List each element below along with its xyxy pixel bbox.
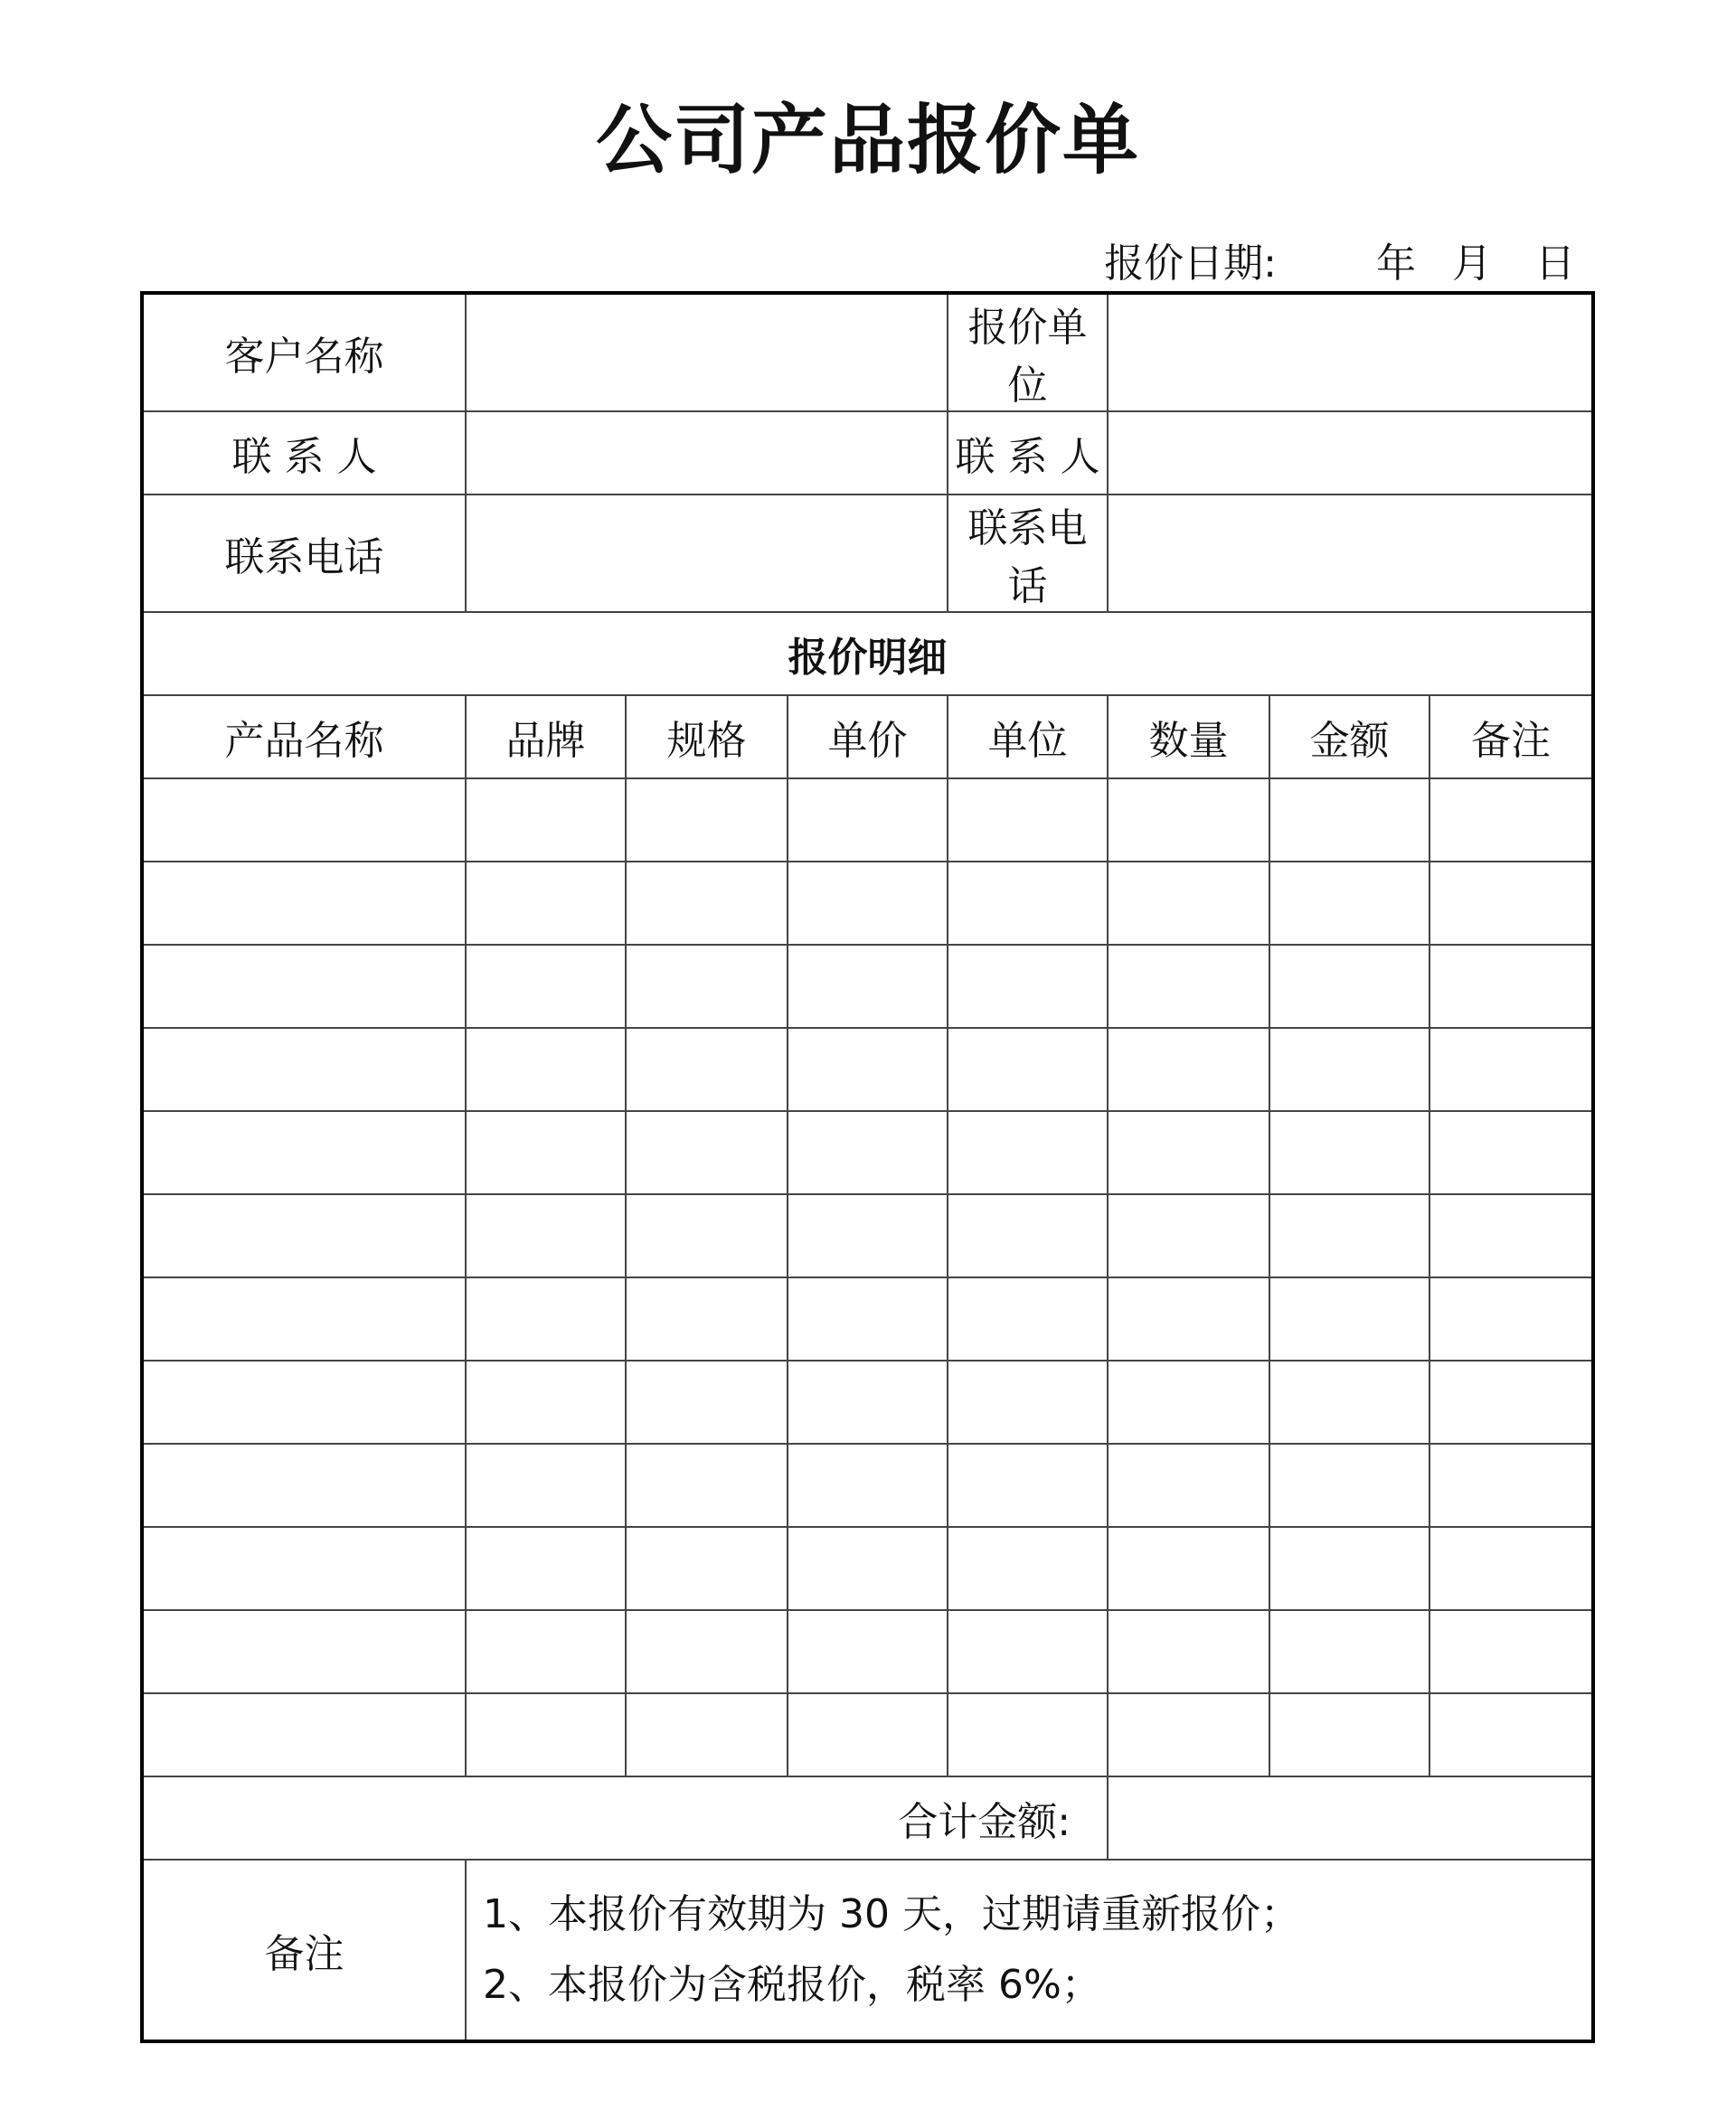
cell-quantity[interactable] — [1108, 1610, 1269, 1693]
cell-note[interactable] — [1429, 1361, 1593, 1444]
col-quantity: 数量 — [1108, 695, 1269, 778]
cell-brand[interactable] — [466, 1111, 626, 1194]
data-rows — [142, 778, 1593, 1776]
cell-unit[interactable] — [948, 1194, 1108, 1277]
cell-unit-price[interactable] — [788, 778, 948, 862]
contact-field-right[interactable] — [1108, 411, 1593, 495]
cell-spec[interactable] — [626, 1444, 788, 1527]
cell-product-name[interactable] — [142, 1610, 466, 1693]
total-row — [142, 1776, 1593, 1860]
info-row-contact — [142, 411, 1593, 495]
cell-brand[interactable] — [466, 1194, 626, 1277]
cell-amount[interactable] — [1269, 1194, 1429, 1277]
cell-unit-price[interactable] — [788, 1693, 948, 1776]
cell-product-name[interactable] — [142, 1194, 466, 1277]
cell-brand[interactable] — [466, 1610, 626, 1693]
cell-note[interactable] — [1429, 1194, 1593, 1277]
cell-quantity[interactable] — [1108, 862, 1269, 945]
cell-amount[interactable] — [1269, 862, 1429, 945]
col-product-name: 产品名称 — [142, 695, 466, 778]
cell-note[interactable] — [1429, 1028, 1593, 1111]
cell-unit-price[interactable] — [788, 1111, 948, 1194]
cell-product-name[interactable] — [142, 1361, 466, 1444]
remarks-content — [466, 1860, 1593, 2041]
page-title: 公司产品报价单 — [595, 96, 1140, 184]
cell-unit-price[interactable] — [788, 1361, 948, 1444]
cell-note[interactable] — [1429, 1277, 1593, 1361]
cell-product-name[interactable] — [142, 1444, 466, 1527]
table-row — [142, 1693, 1593, 1776]
cell-amount[interactable] — [1269, 1444, 1429, 1527]
cell-unit-price[interactable] — [788, 1610, 948, 1693]
table-row — [142, 1610, 1593, 1693]
phone-field-left[interactable] — [466, 495, 948, 612]
cell-amount[interactable] — [1269, 1610, 1429, 1693]
table-row — [142, 945, 1593, 1028]
cell-product-name[interactable] — [142, 778, 466, 862]
cell-brand[interactable] — [466, 1028, 626, 1111]
cell-spec[interactable] — [626, 945, 788, 1028]
date-month: 月 — [1452, 240, 1492, 287]
cell-note[interactable] — [1429, 1111, 1593, 1194]
cell-quantity[interactable] — [1108, 1194, 1269, 1277]
table-row — [142, 1111, 1593, 1194]
phone-label-right: 联系电话 — [948, 495, 1108, 612]
cell-product-name[interactable] — [142, 1277, 466, 1361]
info-row-customer — [142, 293, 1593, 411]
cell-amount[interactable] — [1269, 1527, 1429, 1610]
quote-date — [1104, 231, 1575, 288]
cell-brand[interactable] — [466, 862, 626, 945]
cell-brand[interactable] — [466, 1361, 626, 1444]
cell-spec[interactable] — [626, 1028, 788, 1111]
cell-unit[interactable] — [948, 862, 1108, 945]
cell-spec[interactable] — [626, 1361, 788, 1444]
cell-product-name[interactable] — [142, 1111, 466, 1194]
cell-note[interactable] — [1429, 862, 1593, 945]
cell-unit[interactable] — [948, 1527, 1108, 1610]
column-header-row — [142, 695, 1593, 778]
cell-unit[interactable] — [948, 1028, 1108, 1111]
table-row — [142, 1194, 1593, 1277]
contact-label-right: 联 系 人 — [948, 411, 1108, 495]
cell-brand[interactable] — [466, 1277, 626, 1361]
col-amount: 金额 — [1269, 695, 1429, 778]
cell-unit[interactable] — [948, 1361, 1108, 1444]
cell-quantity[interactable] — [1108, 1277, 1269, 1361]
remark-line-1: 1、本报价有效期为 30 天，过期请重新报价； — [483, 1891, 1300, 1937]
table-row — [142, 1277, 1593, 1361]
cell-amount[interactable] — [1269, 1693, 1429, 1776]
cell-brand[interactable] — [466, 1527, 626, 1610]
cell-product-name[interactable] — [142, 862, 466, 945]
cell-amount[interactable] — [1269, 1111, 1429, 1194]
cell-note[interactable] — [1429, 1610, 1593, 1693]
info-row-phone — [142, 495, 1593, 612]
phone-label-left: 联系电话 — [142, 495, 466, 612]
cell-brand[interactable] — [466, 778, 626, 862]
cell-amount[interactable] — [1269, 1361, 1429, 1444]
quoting-unit-label: 报价单位 — [948, 293, 1108, 411]
cell-quantity[interactable] — [1108, 1693, 1269, 1776]
cell-amount[interactable] — [1269, 1277, 1429, 1361]
customer-name-label: 客户名称 — [142, 293, 466, 411]
contact-label-left: 联 系 人 — [142, 411, 466, 495]
cell-quantity[interactable] — [1108, 1361, 1269, 1444]
cell-spec[interactable] — [626, 862, 788, 945]
cell-unit-price[interactable] — [788, 1277, 948, 1361]
cell-spec[interactable] — [626, 1610, 788, 1693]
section-header-row — [142, 612, 1593, 695]
cell-product-name[interactable] — [142, 945, 466, 1028]
cell-quantity[interactable] — [1108, 945, 1269, 1028]
cell-quantity[interactable] — [1108, 1028, 1269, 1111]
cell-unit[interactable] — [948, 1610, 1108, 1693]
cell-note[interactable] — [1429, 1693, 1593, 1776]
table-row — [142, 1361, 1593, 1444]
cell-spec[interactable] — [626, 1111, 788, 1194]
cell-unit[interactable] — [948, 1277, 1108, 1361]
phone-field-right[interactable] — [1108, 495, 1593, 612]
total-label: 合计金额: — [142, 1776, 1108, 1860]
cell-unit[interactable] — [948, 1444, 1108, 1527]
cell-brand[interactable] — [466, 1693, 626, 1776]
cell-quantity[interactable] — [1108, 1111, 1269, 1194]
cell-note[interactable] — [1429, 1444, 1593, 1527]
quoting-unit-field[interactable] — [1108, 293, 1593, 411]
col-brand: 品牌 — [466, 695, 626, 778]
cell-unit-price[interactable] — [788, 1444, 948, 1527]
cell-unit[interactable] — [948, 1111, 1108, 1194]
cell-spec[interactable] — [626, 1527, 788, 1610]
col-note: 备注 — [1429, 695, 1593, 778]
cell-product-name[interactable] — [142, 1028, 466, 1111]
cell-spec[interactable] — [626, 778, 788, 862]
cell-quantity[interactable] — [1108, 778, 1269, 862]
total-field[interactable] — [1108, 1776, 1593, 1860]
remark-line-2: 2、本报价为含税报价，税率 6%； — [483, 1962, 1101, 2008]
section-title: 报价明细 — [142, 612, 1593, 695]
table-row — [142, 862, 1593, 945]
cell-unit-price[interactable] — [788, 862, 948, 945]
cell-unit-price[interactable] — [788, 1194, 948, 1277]
date-day: 日 — [1535, 240, 1575, 287]
remarks-label: 备注 — [142, 1860, 466, 2041]
cell-brand[interactable] — [466, 1444, 626, 1527]
cell-unit[interactable] — [948, 1693, 1108, 1776]
date-label: 报价日期: — [1104, 240, 1277, 287]
cell-note[interactable] — [1429, 1527, 1593, 1610]
cell-amount[interactable] — [1269, 778, 1429, 862]
cell-unit[interactable] — [948, 778, 1108, 862]
table-row — [142, 1028, 1593, 1111]
contact-field-left[interactable] — [466, 411, 948, 495]
cell-brand[interactable] — [466, 945, 626, 1028]
table-row — [142, 1527, 1593, 1610]
cell-note[interactable] — [1429, 778, 1593, 862]
cell-spec[interactable] — [626, 1277, 788, 1361]
customer-name-field[interactable] — [466, 293, 948, 411]
cell-unit-price[interactable] — [788, 945, 948, 1028]
cell-note[interactable] — [1429, 945, 1593, 1028]
col-unit-price: 单价 — [788, 695, 948, 778]
cell-quantity[interactable] — [1108, 1527, 1269, 1610]
cell-amount[interactable] — [1269, 945, 1429, 1028]
cell-unit[interactable] — [948, 945, 1108, 1028]
cell-quantity[interactable] — [1108, 1444, 1269, 1527]
table-row — [142, 778, 1593, 862]
col-spec: 规格 — [626, 695, 788, 778]
cell-spec[interactable] — [626, 1693, 788, 1776]
cell-unit-price[interactable] — [788, 1028, 948, 1111]
cell-product-name[interactable] — [142, 1693, 466, 1776]
date-year: 年 — [1376, 240, 1416, 287]
remarks-row — [142, 1860, 1593, 2041]
cell-product-name[interactable] — [142, 1527, 466, 1610]
cell-amount[interactable] — [1269, 1028, 1429, 1111]
cell-unit-price[interactable] — [788, 1527, 948, 1610]
col-unit: 单位 — [948, 695, 1108, 778]
cell-spec[interactable] — [626, 1194, 788, 1277]
table-row — [142, 1444, 1593, 1527]
quote-table — [140, 291, 1595, 2043]
